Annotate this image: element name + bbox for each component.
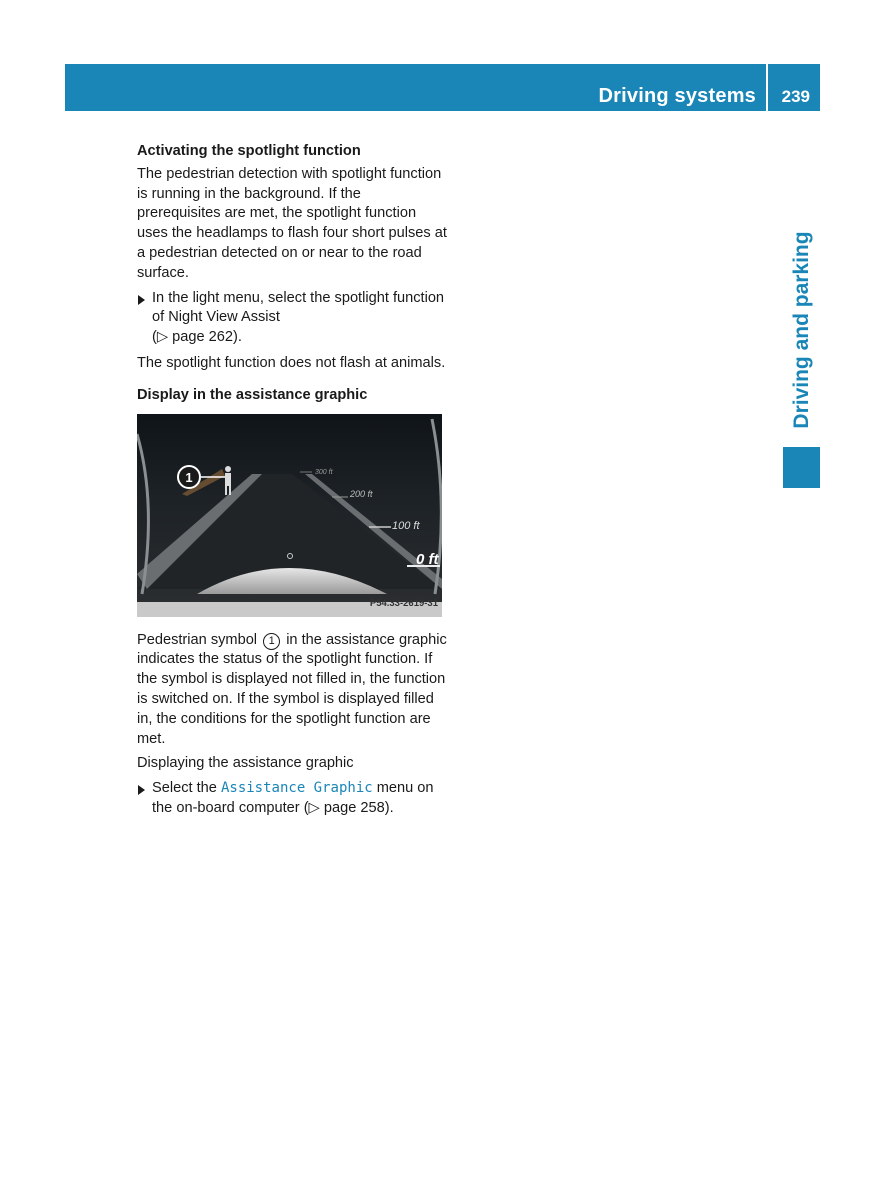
text-segment: Select the	[152, 780, 217, 797]
chapter-tab	[783, 220, 820, 440]
page-number: 239	[781, 87, 810, 106]
assistance-graphic-figure	[137, 414, 442, 617]
animals-note: The spotlight function does not flash at animals.	[137, 354, 446, 371]
header-bar	[65, 64, 820, 111]
distance-label-300: 300 ft	[315, 468, 333, 476]
text-segment: Pedestrian symbol	[137, 631, 258, 648]
displaying-assistance-subheading: Displaying the assistance graphic	[137, 755, 354, 772]
pedestrian-symbol-description	[137, 631, 447, 750]
distance-label-100: 100 ft	[392, 519, 420, 532]
callout-number: 1	[185, 469, 193, 485]
chapter-tab-label: Driving and parking	[789, 231, 813, 429]
callout-1-inline-icon: 1	[263, 633, 280, 650]
spotlight-description: The pedestrian detection with spotlight function is running in the background. If the prerequisites are met, the spotlight function uses the headlamps to flash four short pulses at a pedestrian detected on or near to the road surface.	[137, 165, 447, 281]
header-divider	[766, 64, 768, 111]
step-text: In the light menu, select the spotlight function of Night View Assist	[152, 289, 445, 326]
text-segment: in the assistance graphic indicates the status of the spotlight function. If the symbol is displayed not filled in, the function is switched on. If the symbol is displayed filled in, the conditions for the spotlight function are met.	[137, 631, 447, 747]
page-reference: (▷ page 262).	[152, 329, 242, 346]
step-arrow-icon	[138, 785, 145, 795]
night-view-display-image	[137, 414, 442, 617]
instruction-step	[137, 779, 447, 819]
distance-label-200: 200 ft	[350, 488, 373, 499]
heading-activating-spotlight: Activating the spotlight function	[137, 143, 361, 159]
main-content	[137, 142, 447, 825]
menu-name: Assistance Graphic	[220, 780, 373, 797]
instruction-step	[137, 289, 447, 348]
distance-label-0: 0 ft	[416, 550, 439, 568]
figure-code: P54.33-2619-31	[369, 597, 438, 609]
text-segment: menu on the on-board computer (▷ page 258).	[152, 780, 434, 816]
heading-display-assistance: Display in the assistance graphic	[137, 386, 368, 403]
chapter-marker	[783, 447, 820, 488]
step-arrow-icon	[138, 295, 145, 305]
section-title: Driving systems	[598, 85, 756, 107]
